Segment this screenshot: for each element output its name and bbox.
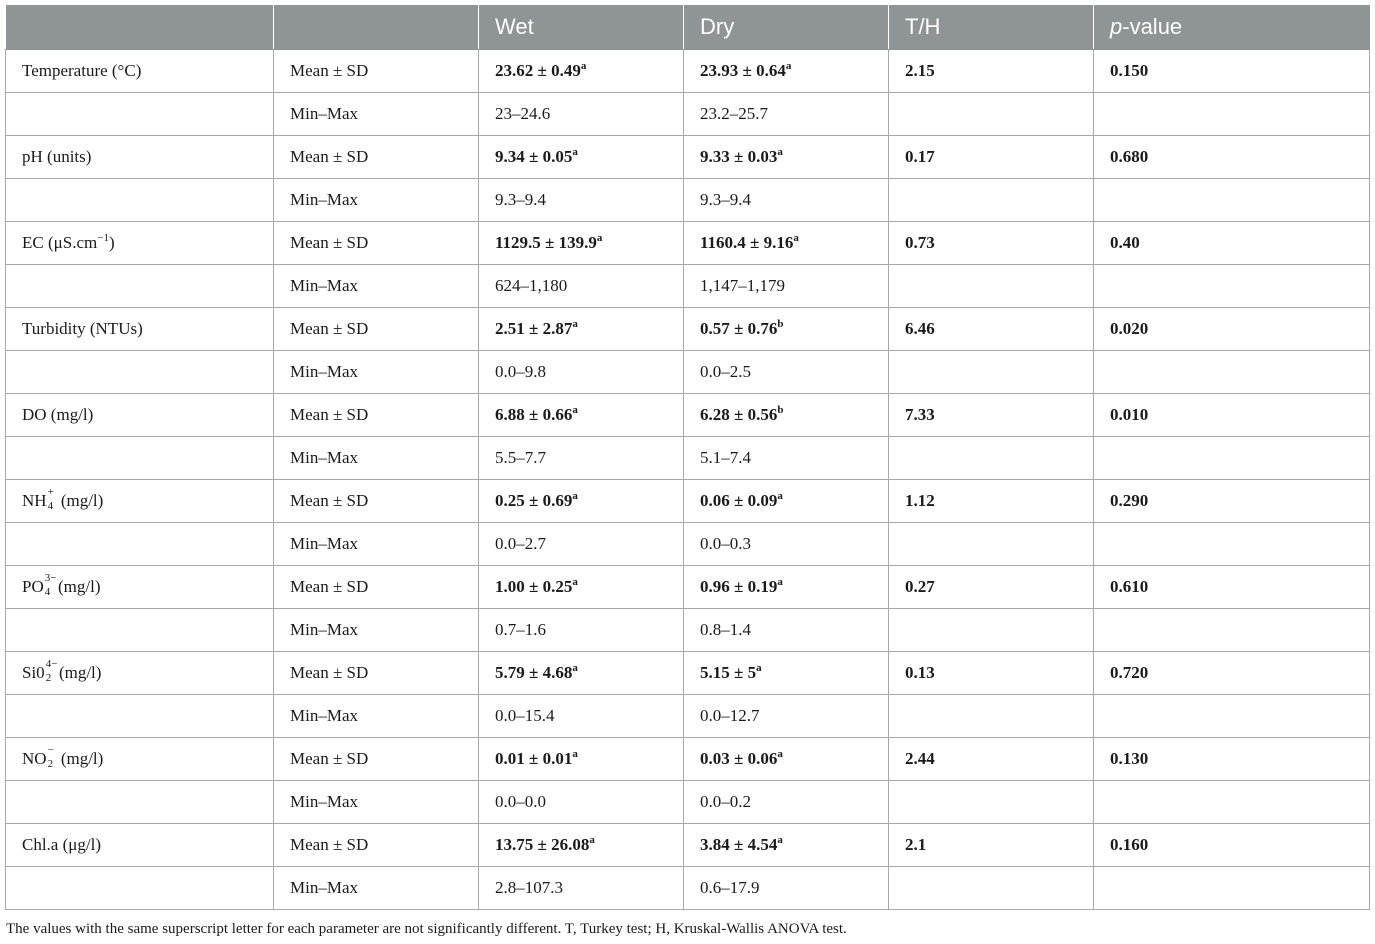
stat-label-mean: Mean ± SD — [274, 652, 479, 695]
wet-mean-cell — [479, 136, 684, 179]
dry-mean-value: 1160.4 ± 9.16 — [700, 233, 794, 252]
wet-mean-cell — [479, 824, 684, 867]
wet-mean-value: 2.51 ± 2.87 — [495, 319, 573, 338]
th-value: 0.17 — [889, 136, 1094, 179]
table-row-mean — [6, 222, 1370, 265]
dry-mean-value: 0.57 ± 0.76 — [700, 319, 778, 338]
parameter-subscript: 4 — [47, 500, 54, 512]
wet-mean-cell — [479, 738, 684, 781]
stat-label-mean: Mean ± SD — [274, 50, 479, 93]
parameter-cell: Turbidity (NTUs) — [6, 308, 274, 351]
dry-superscript: a — [777, 834, 783, 846]
p-empty — [1094, 351, 1370, 394]
th-empty — [889, 351, 1094, 394]
table-row-range — [6, 179, 1370, 222]
p-value: 0.40 — [1094, 222, 1370, 265]
table-row-mean — [6, 652, 1370, 695]
dry-mean-value: 0.96 ± 0.19 — [700, 577, 778, 596]
dry-superscript: b — [777, 404, 784, 416]
dry-mean-cell — [684, 566, 889, 609]
parameter-superscript: 3− — [44, 572, 57, 584]
th-value: 0.73 — [889, 222, 1094, 265]
table-row-range — [6, 781, 1370, 824]
stat-label-range: Min–Max — [274, 609, 479, 652]
p-value: 0.010 — [1094, 394, 1370, 437]
wet-mean-value: 1129.5 ± 139.9 — [495, 233, 597, 252]
table-row-mean — [6, 738, 1370, 781]
th-empty — [889, 609, 1094, 652]
th-value: 2.44 — [889, 738, 1094, 781]
wet-mean-value: 23.62 ± 0.49 — [495, 61, 581, 80]
table-row-range — [6, 437, 1370, 480]
dry-mean-cell — [684, 394, 889, 437]
dry-mean-cell — [684, 136, 889, 179]
dry-mean-cell — [684, 50, 889, 93]
parameter-cell — [6, 222, 274, 265]
header-t-h: T/H — [889, 5, 1094, 50]
parameter-cell-empty — [6, 867, 274, 910]
wet-superscript: a — [572, 662, 578, 674]
p-value: 0.160 — [1094, 824, 1370, 867]
stat-label-range: Min–Max — [274, 93, 479, 136]
stat-label-mean: Mean ± SD — [274, 394, 479, 437]
dry-range-value: 9.3–9.4 — [684, 179, 889, 222]
parameter-unit: (mg/l) — [56, 491, 104, 510]
table-row-range — [6, 609, 1370, 652]
p-empty — [1094, 781, 1370, 824]
parameter-cell-empty — [6, 523, 274, 566]
p-empty — [1094, 93, 1370, 136]
table-row-range — [6, 523, 1370, 566]
th-empty — [889, 437, 1094, 480]
p-value: 0.290 — [1094, 480, 1370, 523]
parameter-name: EC (μS.cm — [22, 233, 98, 252]
parameter-cell — [6, 480, 274, 523]
dry-mean-value: 5.15 ± 5 — [700, 663, 757, 682]
dry-superscript: a — [777, 576, 783, 588]
th-value: 2.15 — [889, 50, 1094, 93]
wet-mean-cell — [479, 308, 684, 351]
p-empty — [1094, 265, 1370, 308]
parameter-script — [44, 572, 57, 598]
parameter-unit: (mg/l) — [53, 577, 101, 596]
table-row-range — [6, 351, 1370, 394]
th-empty — [889, 179, 1094, 222]
dry-mean-cell — [684, 738, 889, 781]
table-row-mean — [6, 480, 1370, 523]
wet-mean-value: 13.75 ± 26.08 — [495, 835, 590, 854]
th-value: 0.13 — [889, 652, 1094, 695]
wet-superscript: a — [572, 576, 578, 588]
dry-mean-cell — [684, 652, 889, 695]
stat-label-mean: Mean ± SD — [274, 308, 479, 351]
dry-range-value: 23.2–25.7 — [684, 93, 889, 136]
th-value: 2.1 — [889, 824, 1094, 867]
table-row-range — [6, 695, 1370, 738]
dry-range-value: 0.8–1.4 — [684, 609, 889, 652]
wet-range-value: 23–24.6 — [479, 93, 684, 136]
p-empty — [1094, 695, 1370, 738]
th-value: 1.12 — [889, 480, 1094, 523]
table-row-range — [6, 265, 1370, 308]
parameter-cell: DO (mg/l) — [6, 394, 274, 437]
p-value: 0.720 — [1094, 652, 1370, 695]
p-value: 0.130 — [1094, 738, 1370, 781]
header-parameter — [6, 5, 274, 50]
stat-label-range: Min–Max — [274, 695, 479, 738]
table-row-mean — [6, 824, 1370, 867]
p-value: 0.150 — [1094, 50, 1370, 93]
p-empty — [1094, 609, 1370, 652]
parameter-superscript: − — [47, 744, 54, 756]
stat-label-range: Min–Max — [274, 867, 479, 910]
wet-range-value: 9.3–9.4 — [479, 179, 684, 222]
th-value: 7.33 — [889, 394, 1094, 437]
wet-mean-value: 5.79 ± 4.68 — [495, 663, 573, 682]
wet-mean-cell — [479, 50, 684, 93]
dry-superscript: b — [777, 318, 784, 330]
dry-mean-value: 6.28 ± 0.56 — [700, 405, 778, 424]
table-row-mean — [6, 136, 1370, 179]
table-footnote: The values with the same superscript letter for each parameter are not significantly different. T, Turkey test; H, Kruskal-Wallis ANOVA test. — [6, 921, 847, 937]
header-p-rest: -value — [1122, 14, 1183, 39]
wet-range-value: 0.7–1.6 — [479, 609, 684, 652]
wet-range-value: 5.5–7.7 — [479, 437, 684, 480]
stat-label-range: Min–Max — [274, 179, 479, 222]
dry-superscript: a — [777, 146, 783, 158]
p-empty — [1094, 523, 1370, 566]
parameter-cell — [6, 652, 274, 695]
stat-label-range: Min–Max — [274, 781, 479, 824]
stat-label-range: Min–Max — [274, 523, 479, 566]
parameter-superscript: 4− — [45, 658, 58, 670]
wet-superscript: a — [572, 318, 578, 330]
dry-superscript: a — [785, 60, 792, 72]
stat-label-mean: Mean ± SD — [274, 480, 479, 523]
header-p-value — [1094, 5, 1370, 50]
parameter-unit: (mg/l) — [54, 663, 102, 682]
wet-mean-cell — [479, 652, 684, 695]
results-table — [5, 5, 1370, 910]
wet-range-value: 0.0–15.4 — [479, 695, 684, 738]
th-empty — [889, 265, 1094, 308]
th-value: 6.46 — [889, 308, 1094, 351]
parameter-unit: (mg/l) — [56, 749, 104, 768]
parameter-script — [45, 658, 58, 684]
parameter-name: PO — [22, 577, 44, 596]
parameter-cell — [6, 738, 274, 781]
parameter-subscript: 4 — [44, 586, 51, 598]
wet-superscript: a — [572, 490, 578, 502]
wet-mean-cell — [479, 480, 684, 523]
parameter-cell-empty — [6, 695, 274, 738]
wet-superscript: a — [572, 404, 578, 416]
parameter-subscript: 2 — [45, 672, 52, 684]
parameter-cell: Temperature (°C) — [6, 50, 274, 93]
wet-mean-value: 0.01 ± 0.01 — [495, 749, 573, 768]
parameter-cell-empty — [6, 781, 274, 824]
dry-mean-cell — [684, 308, 889, 351]
th-empty — [889, 695, 1094, 738]
stat-label-mean: Mean ± SD — [274, 136, 479, 179]
dry-mean-cell — [684, 824, 889, 867]
header-wet: Wet — [479, 5, 684, 50]
table-row-mean — [6, 308, 1370, 351]
dry-superscript: a — [793, 232, 799, 244]
dry-mean-value: 0.06 ± 0.09 — [700, 491, 778, 510]
p-empty — [1094, 867, 1370, 910]
parameter-cell-empty — [6, 93, 274, 136]
parameter-cell: pH (units) — [6, 136, 274, 179]
dry-range-value: 0.0–0.3 — [684, 523, 889, 566]
wet-superscript: a — [580, 60, 587, 72]
table-body — [6, 50, 1370, 910]
header-row — [6, 5, 1370, 50]
dry-superscript: a — [777, 490, 783, 502]
th-value: 0.27 — [889, 566, 1094, 609]
parameter-cell-empty — [6, 437, 274, 480]
p-value: 0.020 — [1094, 308, 1370, 351]
dry-mean-value: 3.84 ± 4.54 — [700, 835, 778, 854]
dry-range-value: 1,147–1,179 — [684, 265, 889, 308]
dry-mean-cell — [684, 480, 889, 523]
stat-label-mean: Mean ± SD — [274, 824, 479, 867]
dry-mean-value: 9.33 ± 0.03 — [700, 147, 778, 166]
stat-label-range: Min–Max — [274, 437, 479, 480]
header-statistic — [274, 5, 479, 50]
parameter-subscript: 2 — [47, 758, 54, 770]
wet-superscript: a — [589, 834, 595, 846]
table-row-mean — [6, 566, 1370, 609]
header-dry: Dry — [684, 5, 889, 50]
parameter-cell: Chl.a (μg/l) — [6, 824, 274, 867]
wet-mean-cell — [479, 394, 684, 437]
p-empty — [1094, 179, 1370, 222]
table-row-mean — [6, 50, 1370, 93]
wet-range-value: 624–1,180 — [479, 265, 684, 308]
wet-mean-value: 6.88 ± 0.66 — [495, 405, 573, 424]
table-row-range — [6, 93, 1370, 136]
dry-range-value: 0.0–12.7 — [684, 695, 889, 738]
wet-range-value: 0.0–9.8 — [479, 351, 684, 394]
table-row-mean — [6, 394, 1370, 437]
dry-range-value: 0.0–2.5 — [684, 351, 889, 394]
wet-mean-cell — [479, 566, 684, 609]
parameter-superscript: + — [47, 486, 54, 498]
parameter-cell-empty — [6, 265, 274, 308]
th-empty — [889, 867, 1094, 910]
stat-label-mean: Mean ± SD — [274, 738, 479, 781]
parameter-script — [47, 486, 57, 512]
dry-mean-value: 0.03 ± 0.06 — [700, 749, 778, 768]
dry-range-value: 0.6–17.9 — [684, 867, 889, 910]
parameter-cell-empty — [6, 179, 274, 222]
parameter-name: Si0 — [22, 663, 45, 682]
dry-mean-value: 23.93 ± 0.64 — [700, 61, 786, 80]
header-p-italic: p — [1110, 14, 1123, 39]
parameter-unit: ) — [108, 233, 115, 252]
p-value: 0.610 — [1094, 566, 1370, 609]
wet-superscript: a — [596, 232, 603, 244]
stat-label-range: Min–Max — [274, 351, 479, 394]
parameter-name: NH — [22, 491, 47, 510]
th-empty — [889, 781, 1094, 824]
p-empty — [1094, 437, 1370, 480]
stat-label-mean: Mean ± SD — [274, 222, 479, 265]
dry-mean-cell — [684, 222, 889, 265]
wet-range-value: 2.8–107.3 — [479, 867, 684, 910]
wet-mean-cell — [479, 222, 684, 265]
dry-superscript: a — [756, 662, 762, 674]
parameter-script — [47, 744, 57, 770]
p-value: 0.680 — [1094, 136, 1370, 179]
th-empty — [889, 93, 1094, 136]
wet-mean-value: 1.00 ± 0.25 — [495, 577, 573, 596]
wet-mean-value: 0.25 ± 0.69 — [495, 491, 573, 510]
dry-superscript: a — [777, 748, 783, 760]
wet-superscript: a — [572, 748, 578, 760]
parameter-cell-empty — [6, 351, 274, 394]
wet-superscript: a — [572, 146, 578, 158]
stat-label-mean: Mean ± SD — [274, 566, 479, 609]
stat-label-range: Min–Max — [274, 265, 479, 308]
parameter-name: NO — [22, 749, 47, 768]
wet-range-value: 0.0–2.7 — [479, 523, 684, 566]
table-row-range — [6, 867, 1370, 910]
th-empty — [889, 523, 1094, 566]
parameter-superscript: −1 — [97, 232, 109, 244]
wet-range-value: 0.0–0.0 — [479, 781, 684, 824]
dry-range-value: 5.1–7.4 — [684, 437, 889, 480]
parameter-cell-empty — [6, 609, 274, 652]
parameter-cell — [6, 566, 274, 609]
wet-mean-value: 9.34 ± 0.05 — [495, 147, 573, 166]
dry-range-value: 0.0–0.2 — [684, 781, 889, 824]
